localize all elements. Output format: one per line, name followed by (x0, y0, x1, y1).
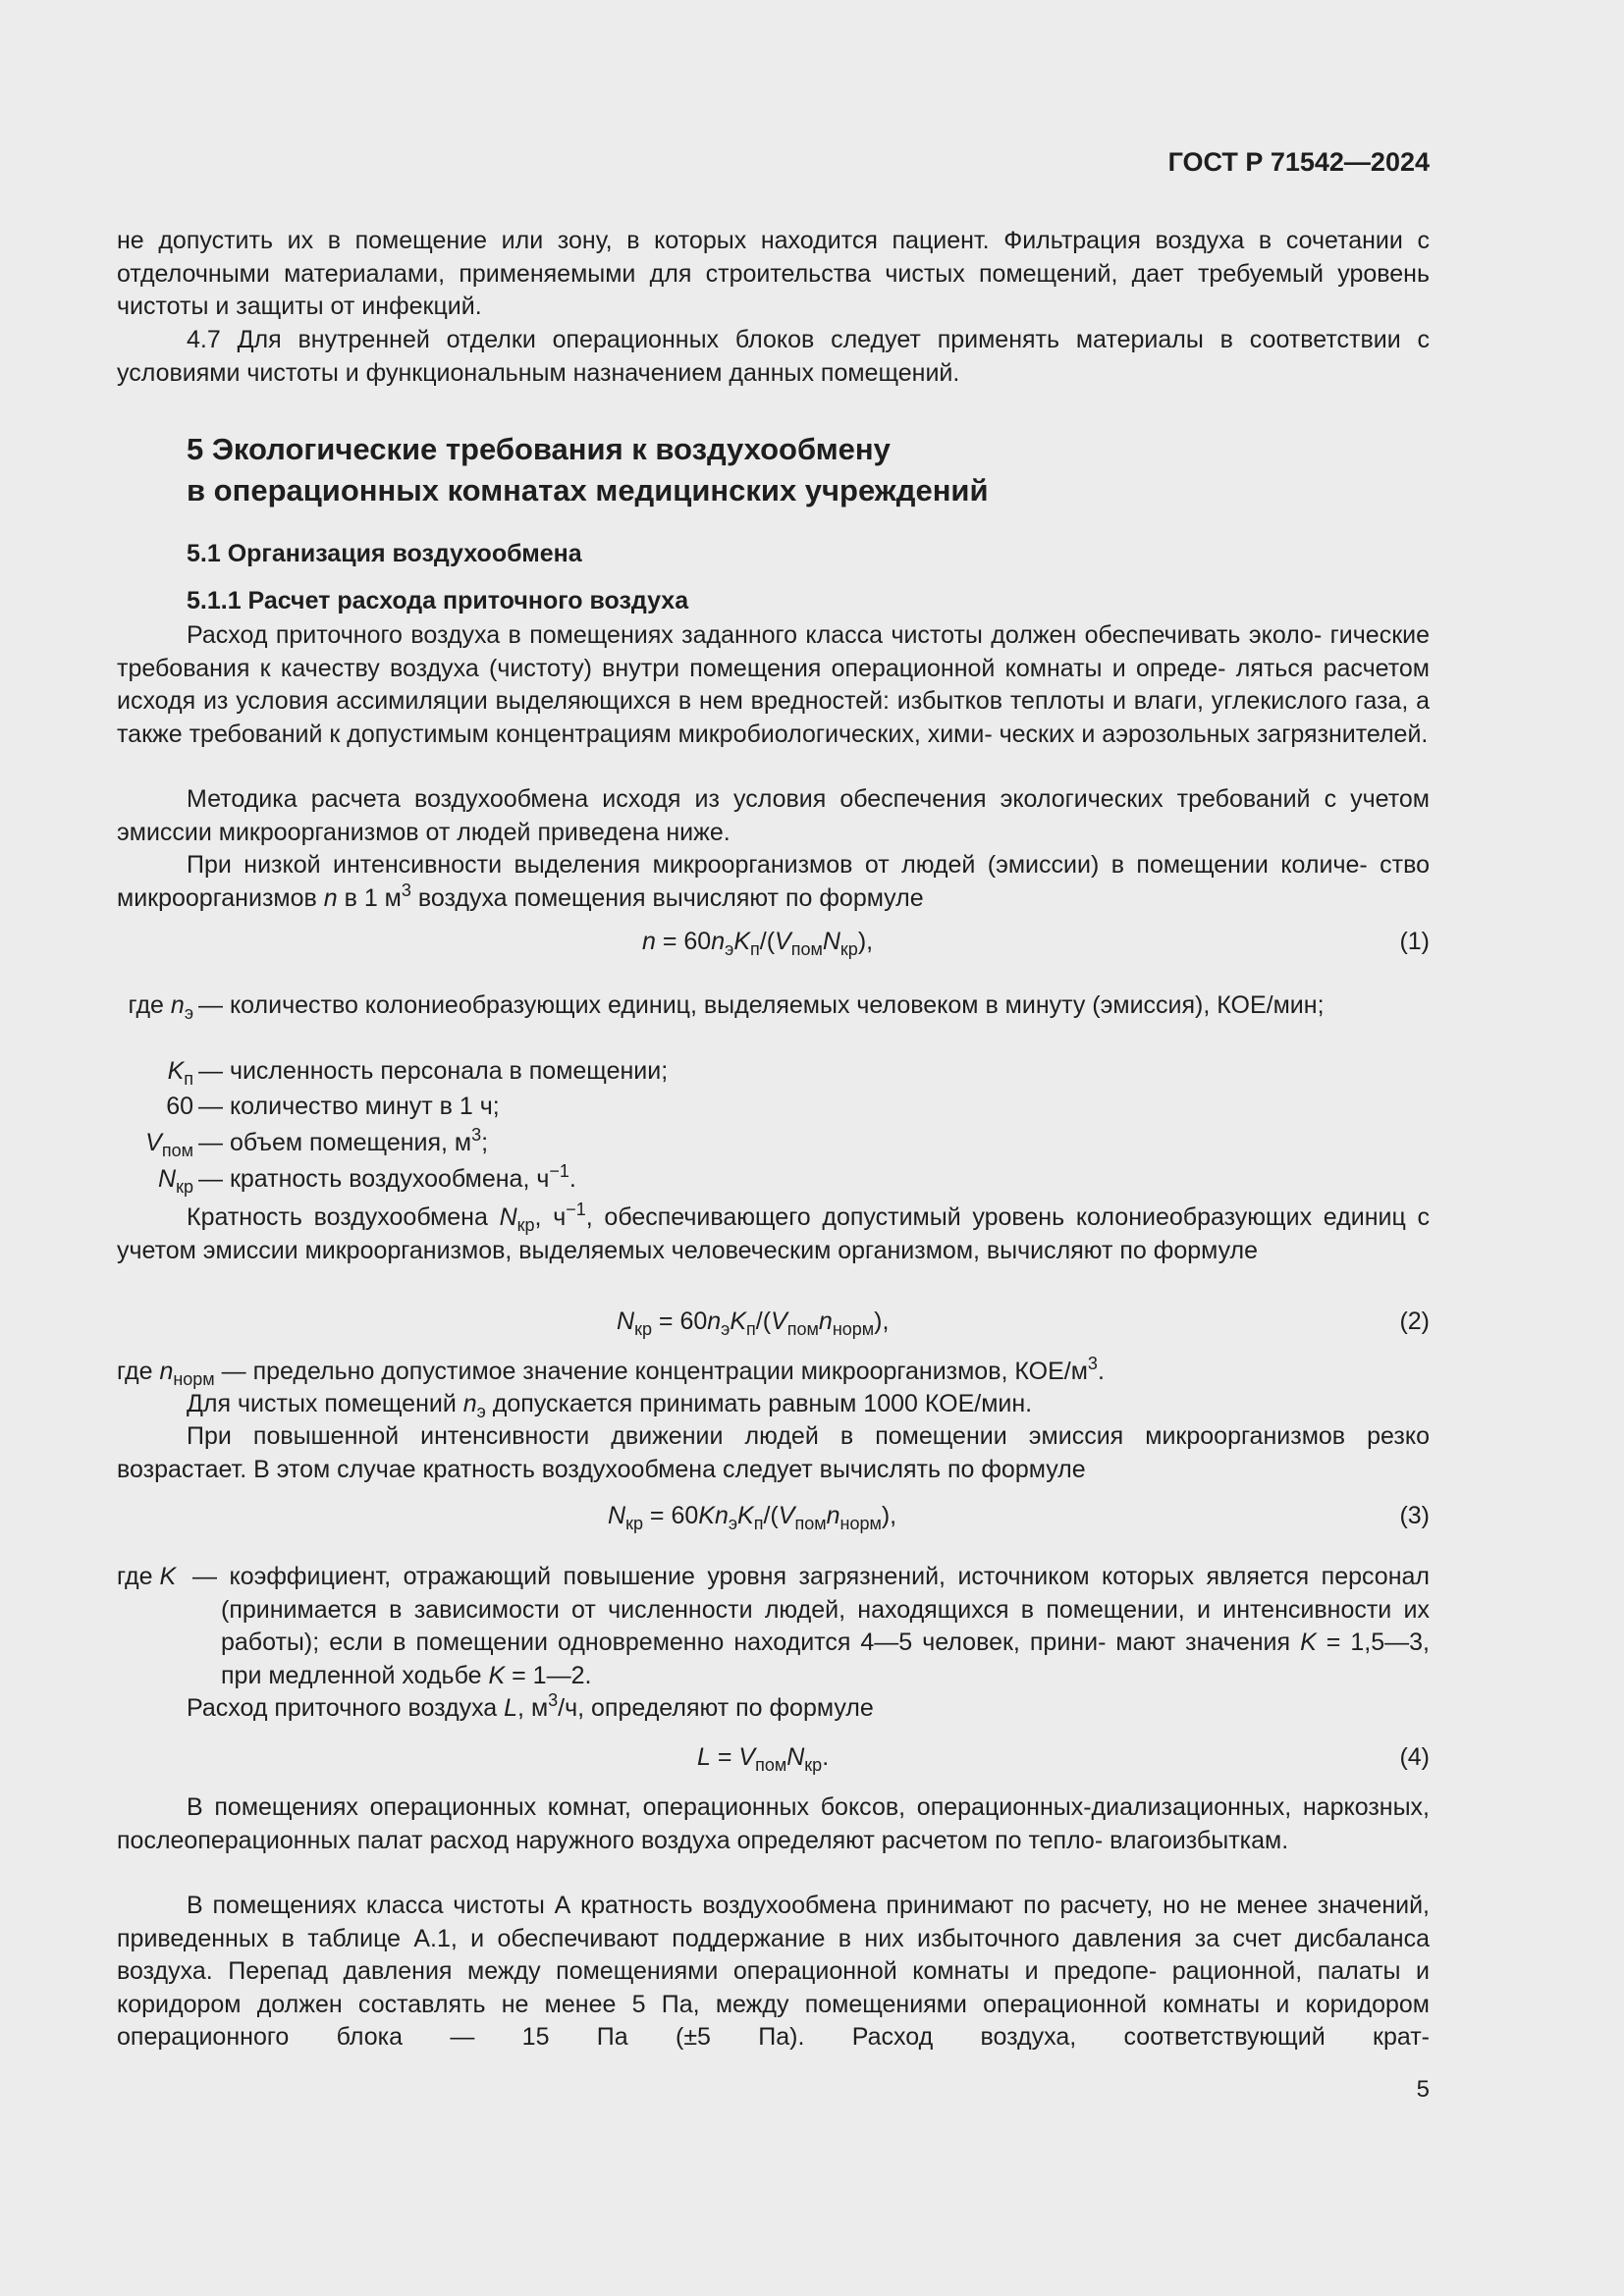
paragraph-low-emission: При низкой интенсивности выделения микроорганизмов от людей (эмиссии) в помещении количе- ство микроорганизмов n в 1 $м^3$ воздуха помещения вычисляют по формуле (117, 851, 1430, 912)
formula-2: $N_{кр} = 60n_эK_п/(V_{пом}n_{норм})$, (617, 1308, 890, 1339)
legend-def: — количество минут в 1 ч; (198, 1093, 500, 1120)
legend-def: — количество колониеобразующих единиц, выделяемых человеком в минуту (эмиссия), КОЕ/мин; (198, 991, 1325, 1019)
legend-term: 60 (166, 1093, 193, 1120)
legend-term: $N_{кр}$ (158, 1165, 193, 1197)
legend-term: $V_{пом}$ (145, 1129, 193, 1160)
formula-4: $L = V_{пом}N_{кр}$. (697, 1743, 830, 1775)
formula-1-legend (0, 989, 1624, 1201)
equation-number-2: (2) (1399, 1308, 1430, 1335)
paragraph-air-supply: Расход приточного воздуха в помещениях заданного класса чистоты должен обеспечивать эколо- гические требования к качеству воздуха (чистоту) внутри помещения операционной комнаты и опреде- ляться расчетом исходя из условия ассимиляции выделяющихся в нем вредностей: избытков теплоты и влаги, углекислого газа, а также требований к допустимым концентрациям микробиологических, хими- ческих и аэрозольных загрязнителей. (117, 621, 1430, 748)
legend-def: — объем помещения, $м^3$; (198, 1125, 489, 1156)
paragraph-class-a: В помещениях класса чистоты А кратность воздухообмена принимают по расчету, но не менее значений, приведенных в таблице А.1, и обеспечивают поддержание в них избыточного давления за счет дисбаланса воздуха. Перепад давления между помещениями операционной комнаты и предопе- рационной, палаты и коридором должен составлять не менее 5 Па, между помещениями операционной комнаты и коридором операционного блока — 15 Па (±5 Па). Расход воздуха, соответствующий крат- (117, 1892, 1430, 2051)
paragraph-air-flow: Расход приточного воздуха L, $м^3/ч$, определяют по формуле (187, 1690, 874, 1722)
subsection-5-1-title: 5.1 Организация воздухообмена (187, 540, 582, 567)
legend-term: где $n_э$ (128, 991, 193, 1023)
section-5-title: 5 Экологические требования к воздухообмену в операционных комнатах медицинских учреждений (187, 432, 989, 507)
legend-n-norm: где $n_{норм}$ — предельно допустимое значение концентрации микроорганизмов, КОЕ/$м^3$. (117, 1354, 1105, 1389)
equation-number-1: (1) (1399, 928, 1430, 955)
legend-term: $K_п$ (167, 1057, 193, 1089)
legend-term: где K (117, 1563, 177, 1590)
formula-1: $n = 60n_эK_п/(V_{пом}N_{кр})$, (642, 928, 874, 959)
legend-def: — кратность воздухообмена, $ч^{-1}$. (198, 1161, 576, 1193)
standard-header: ГОСТ Р 71542—2024 (1167, 147, 1430, 177)
page-number: 5 (1416, 2076, 1430, 2103)
subsection-5-1-1-title: 5.1.1 Расчет расхода приточного воздуха (187, 587, 689, 614)
legend-def: — коэффициент, отражающий повышение уровня загрязнений, источником которых является персонал (принимается в зависимости от численности людей, находящихся в помещении, и интенсивности их работы); если в помещении одновременно находится 4—5 человек, прини- мают значения K = 1,5—3, при медленной ходьбе K = 1—2. (192, 1563, 1430, 1689)
paragraph-operating-rooms: В помещениях операционных комнат, операционных боксов, операционных-диализационных, наркозных, послеоперационных палат расход наружного воздуха определяют расчетом по тепло- влагоизбыткам. (117, 1793, 1430, 1854)
equation-number-3: (3) (1399, 1502, 1430, 1529)
paragraph-air-rate: Кратность воздухообмена $N_{кр}$, $ч^{-1}$, обеспечивающего допустимый уровень колониеобразующих единиц с учетом эмиссии микроорганизмов, выделяемых человеческим организмом, вычисляют по формуле (117, 1200, 1430, 1264)
paragraph-high-emission: При повышенной интенсивности движении людей в помещении эмиссия микроорганизмов резко возрастает. В этом случае кратность воздухообмена следует вычислять по формуле (117, 1422, 1430, 1483)
formula-3-legend (0, 1561, 1624, 1693)
legend-def: — численность персонала в помещении; (198, 1057, 669, 1085)
intro-paragraph: не допустить их в помещение или зону, в которых находится пациент. Фильтрация воздуха в сочетании с отделочными материалами, применяемыми для строительства чистых помещений, дает требуемый уровень чистоты и защиты от инфекций. (117, 227, 1430, 320)
clause-4-7: 4.7 Для внутренней отделки операционных блоков следует применять материалы в соответствии с условиями чистоты и функциональным назначением данных помещений. (117, 326, 1430, 387)
paragraph-method: Методика расчета воздухообмена исходя из условия обеспечения экологических требований с учетом эмиссии микроорганизмов от людей приведена ниже. (117, 785, 1430, 846)
equation-number-4: (4) (1399, 1743, 1430, 1771)
formula-3: $N_{кр} = 60Kn_эK_п/(V_{пом}n_{норм})$, (608, 1502, 897, 1533)
paragraph-clean-rooms: Для чистых помещений $n_э$ допускается принимать равным 1000 КОЕ/мин. (187, 1390, 1033, 1421)
